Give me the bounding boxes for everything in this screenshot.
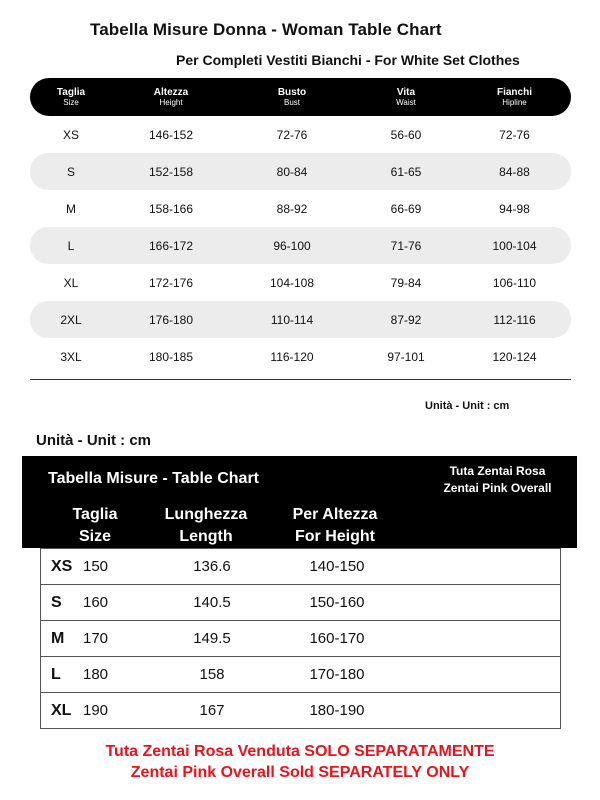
table-row: L 166-172 96-100 71-76 100-104 [30, 227, 571, 264]
overall-table-title: Tabella Misure - Table Chart [48, 470, 260, 487]
header-height: Altezza Height [153, 86, 189, 108]
overall-size-table [40, 548, 561, 729]
table-row: M 158-166 88-92 66-69 94-98 [66, 201, 530, 216]
top-chart-subtitle: Per Completi Vestiti Bianchi - For White Set Clothes [176, 52, 520, 68]
bottom-unit-note: Unità - Unit : cm [36, 432, 151, 449]
header-waist: Vita Waist [396, 86, 416, 108]
table-row: S 160 140.5 150-160 [41, 584, 560, 620]
divider [30, 379, 571, 380]
header-length: Lunghezza Length [164, 506, 248, 545]
woman-size-table [30, 78, 571, 375]
table-row: XS 150 136.6 140-150 [41, 548, 560, 584]
table-row: L 180 158 170-180 [41, 656, 560, 692]
top-unit-note: Unità - Unit : cm [425, 400, 510, 412]
table-row: 3XL 180-185 116-120 97-101 120-124 [60, 349, 537, 364]
table-row: XL 190 167 180-190 [41, 692, 560, 728]
header-bust: Busto Bust [277, 86, 307, 108]
header-size: Taglia Size [72, 506, 118, 545]
header-size: Taglia Size [56, 86, 86, 108]
table-row: XL 172-176 104-108 79-84 106-110 [63, 275, 537, 290]
header-hipline: Fianchi Hipline [496, 86, 532, 108]
table-row: S 152-158 80-84 61-65 84-88 [30, 153, 571, 190]
sold-separately-note: Tuta Zentai Rosa Venduta SOLO SEPARATAMENTE Zentai Pink Overall Sold SEPARATELY ONLY [105, 743, 495, 781]
header-for-height: Per Altezza For Height [292, 506, 378, 545]
table-header [30, 78, 571, 116]
overall-table-header [22, 456, 577, 548]
table-row: M 170 149.5 160-170 [41, 620, 560, 656]
table-row: 2XL 176-180 110-114 87-92 112-116 [30, 301, 571, 338]
table-row: XS 146-152 72-76 56-60 72-76 [62, 127, 530, 142]
top-chart-title: Tabella Misure Donna - Woman Table Chart [90, 20, 442, 39]
product-name: Tuta Zentai Rosa Zentai Pink Overall [443, 464, 552, 495]
